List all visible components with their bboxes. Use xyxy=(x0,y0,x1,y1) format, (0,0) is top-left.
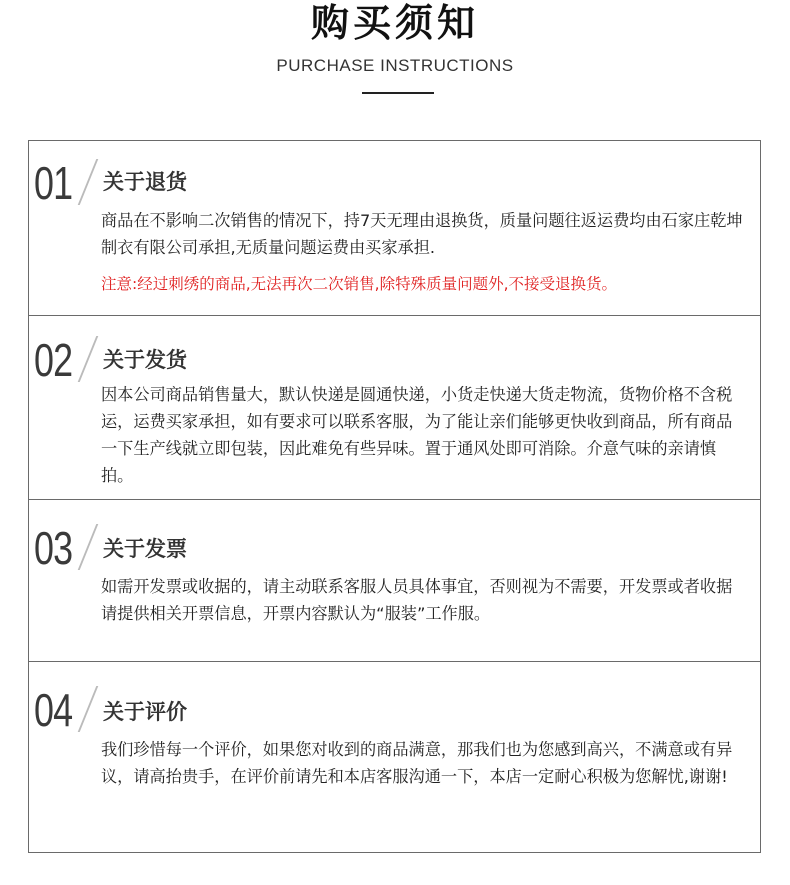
slash-decoration xyxy=(78,524,99,570)
section-heading: 关于发货 xyxy=(103,348,187,372)
section-review xyxy=(29,661,760,852)
section-body: 商品在不影响二次销售的情况下，持7天无理由退换货，质量问题往返运费均由石家庄乾坤制衣有限公司承担,无质量问题运费由买家承担. xyxy=(101,211,743,257)
page-header xyxy=(0,0,790,110)
section-number: 02 xyxy=(34,334,73,386)
slash-decoration xyxy=(78,686,99,732)
section-number: 01 xyxy=(34,157,73,209)
slash-decoration xyxy=(78,336,99,382)
section-heading: 关于退货 xyxy=(103,170,187,194)
section-number: 03 xyxy=(34,522,73,574)
section-body: 因本公司商品销售量大，默认快递是圆通快递，小货走快递大货走物流，货物价格不含税运，运费买家承担，如有要求可以联系客服，为了能让亲们能够更快收到商品，所有商品一下生产线就立即包装，因此难免有些异味。置于通风处即可消除。介意气味的亲请慎拍。 xyxy=(101,385,733,485)
slash-decoration xyxy=(78,159,99,205)
section-heading: 关于发票 xyxy=(103,537,187,561)
section-warning-note: 注意:经过刺绣的商品,无法再次二次销售,除特殊质量问题外,不接受退换货。 xyxy=(101,275,618,293)
section-body: 如需开发票或收据的，请主动联系客服人员具体事宜，否则视为不需要，开发票或者收据请提供相关开票信息，开票内容默认为“服装”工作服。 xyxy=(101,577,733,623)
section-returns xyxy=(29,141,760,316)
section-invoice xyxy=(29,499,760,662)
section-body: 我们珍惜每一个评价，如果您对收到的商品满意，那我们也为您感到高兴，不满意或有异议，请高抬贵手，在评价前请先和本店客服沟通一下，本店一定耐心积极为您解忧,谢谢! xyxy=(101,740,733,786)
section-heading: 关于评价 xyxy=(103,700,187,724)
page-title: 购买须知 xyxy=(310,1,479,45)
page-subtitle: PURCHASE INSTRUCTIONS xyxy=(276,56,514,75)
title-divider xyxy=(362,92,434,94)
instructions-box xyxy=(28,140,761,853)
section-number: 04 xyxy=(34,684,73,736)
section-shipping xyxy=(29,315,760,500)
